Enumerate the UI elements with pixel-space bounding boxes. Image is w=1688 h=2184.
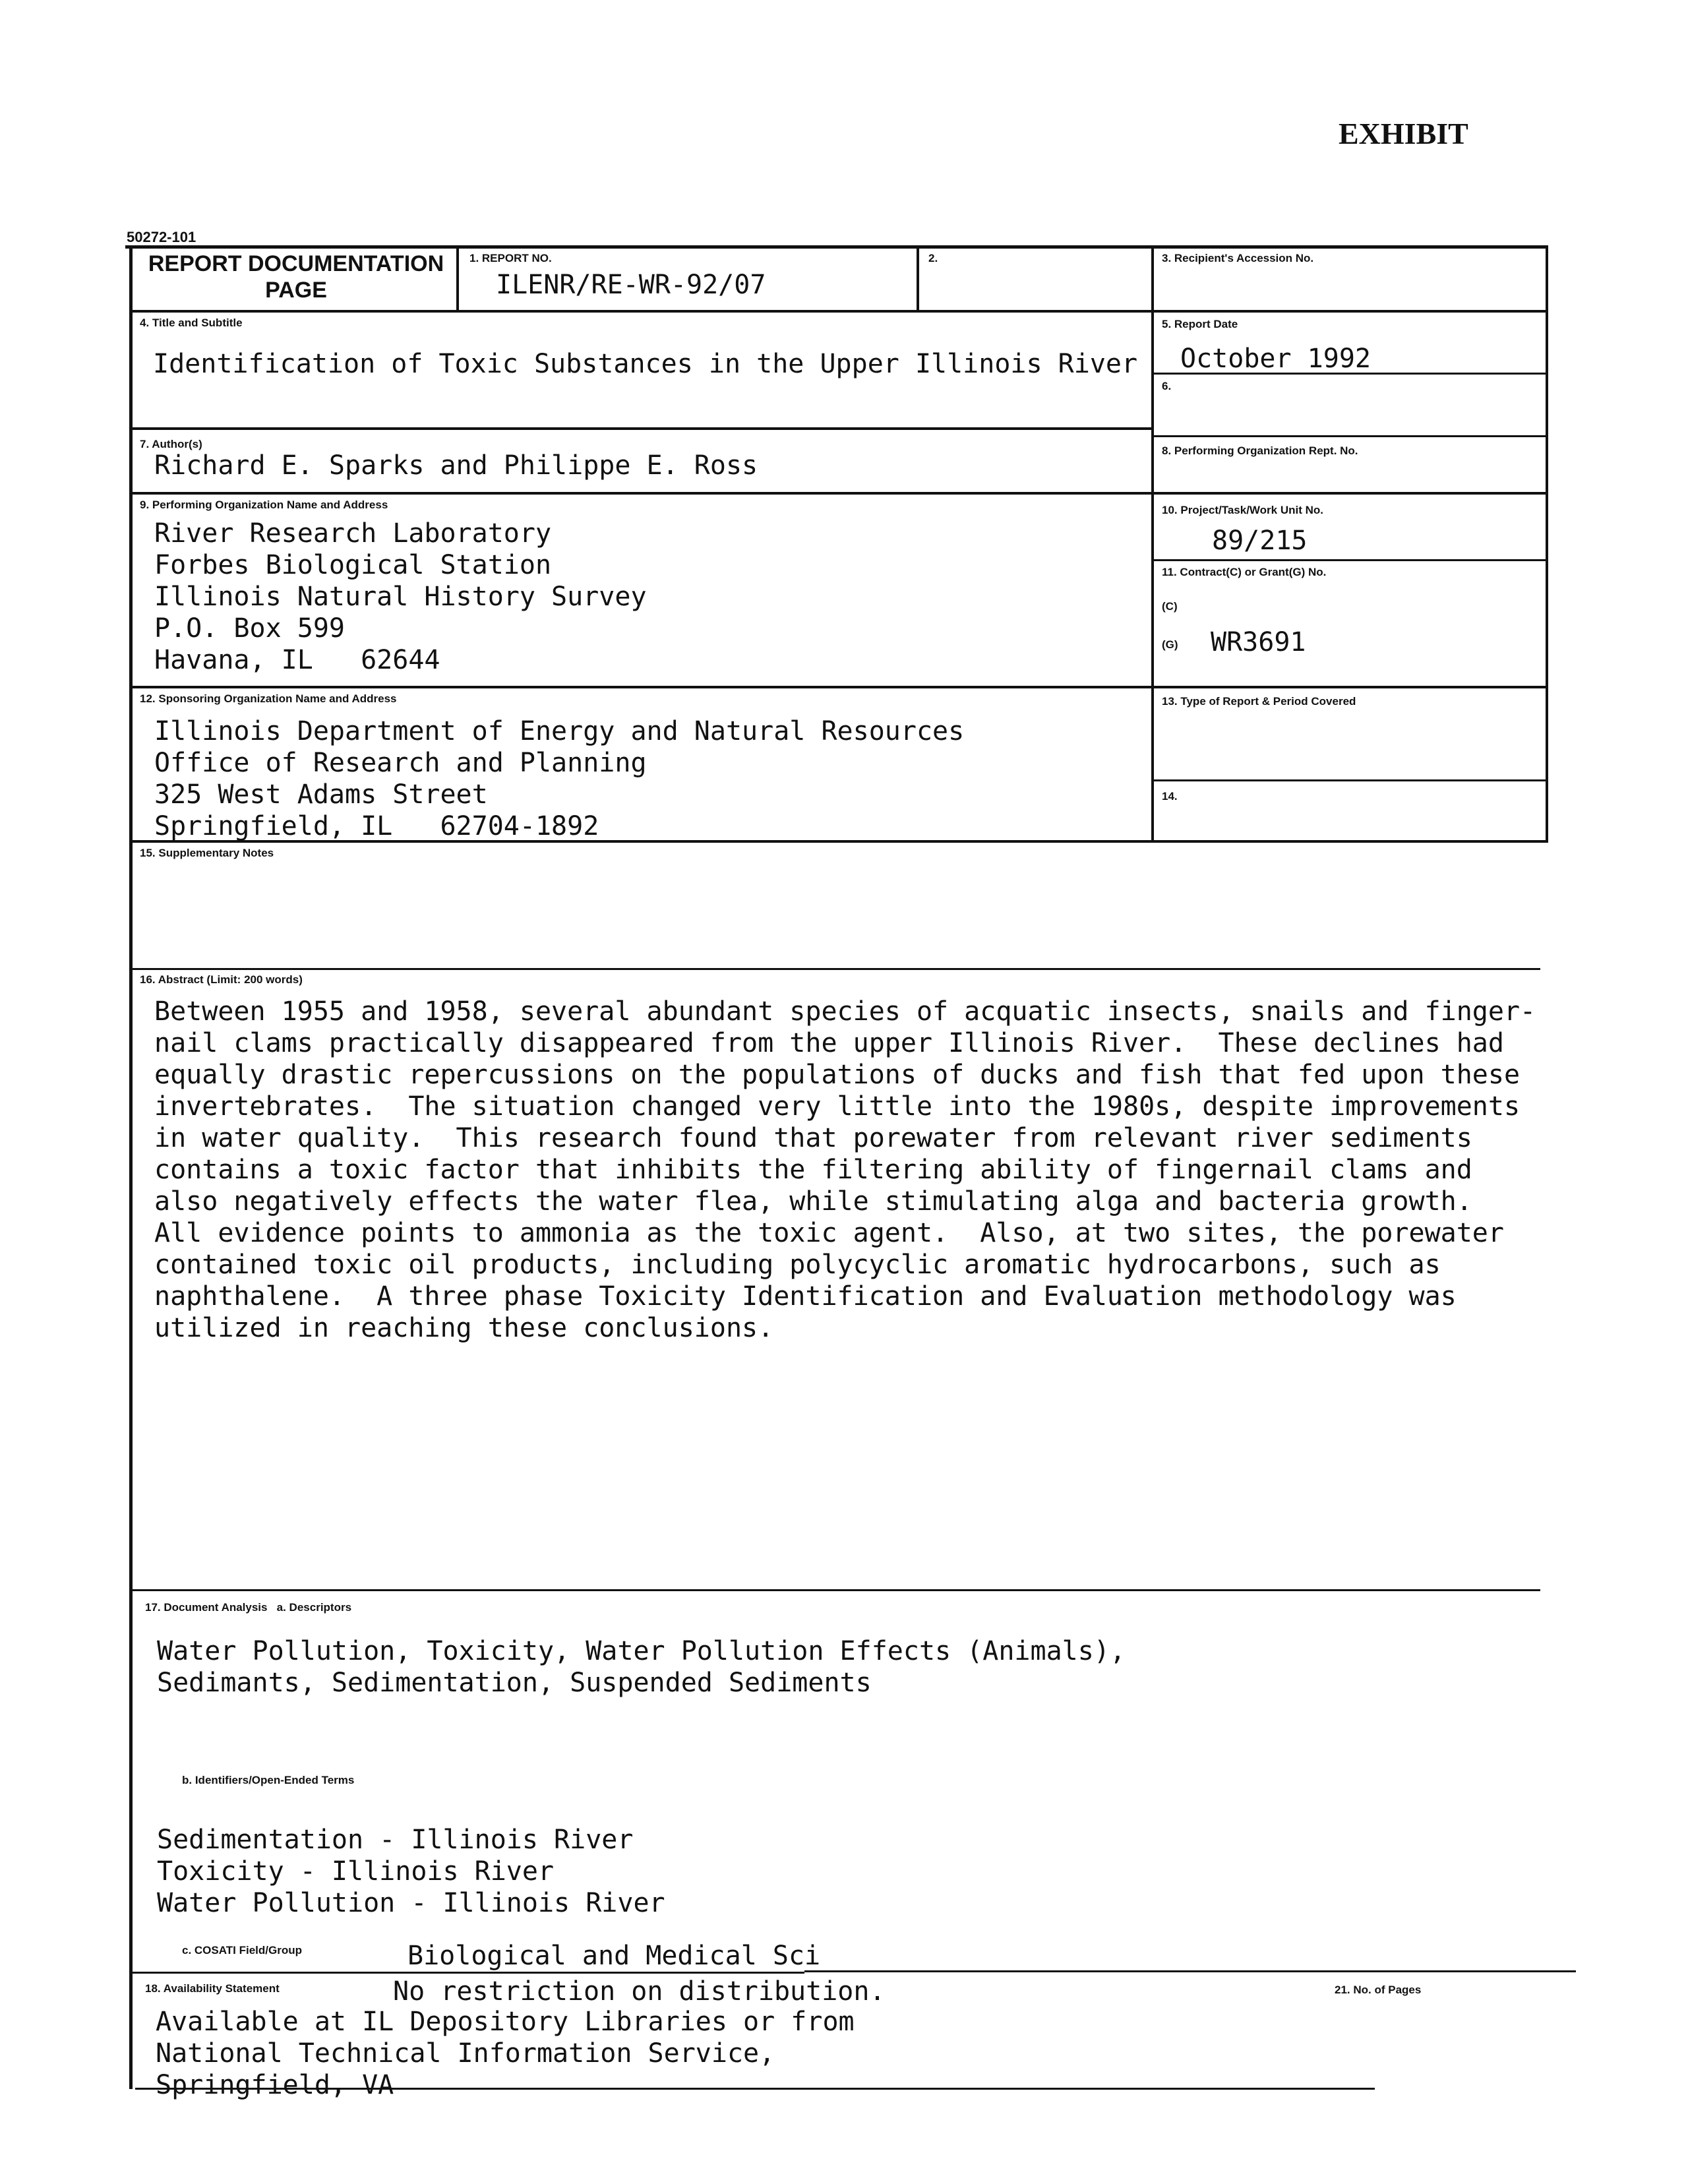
form-border-left xyxy=(129,245,133,2089)
abstract-line: contains a toxic factor that inhibits the filtering ability of fingernail clams and xyxy=(154,1155,1472,1185)
form-title-line2: PAGE xyxy=(265,278,327,303)
rule-after-header xyxy=(129,310,1548,313)
abstract-line: also negatively effects the water flea, while stimulating alga and bacteria growth. xyxy=(154,1186,1472,1217)
abstract-line: All evidence points to ammonia as the toxic agent. Also, at two sites, the porewater xyxy=(154,1218,1504,1248)
report-date-label: 5. Report Date xyxy=(1162,318,1238,330)
abstract-line: utilized in reaching these conclusions. xyxy=(154,1313,774,1343)
header-divider-2 xyxy=(917,245,919,311)
performing-org-line: Havana, IL 62644 xyxy=(154,645,440,675)
sponsoring-org-address xyxy=(154,715,964,842)
title-label: 4. Title and Subtitle xyxy=(140,317,243,329)
grant-no-value: WR3691 xyxy=(1211,627,1306,657)
performing-org-line: Illinois Natural History Survey xyxy=(154,582,647,612)
form-border-right xyxy=(1546,245,1548,841)
report-date-value: October 1992 xyxy=(1180,344,1371,374)
sponsoring-org-line: Springfield, IL 62704-1892 xyxy=(154,811,599,841)
abstract-line: invertebrates. The situation changed very little into the 1980s, despite improvements xyxy=(154,1091,1521,1122)
performing-org-address xyxy=(154,518,647,676)
contract-c-label: (C) xyxy=(1162,600,1178,613)
abstract-line: contained toxic oil products, including polycyclic aromatic hydrocarbons, such as xyxy=(154,1250,1441,1280)
report-type-label: 13. Type of Report & Period Covered xyxy=(1162,695,1356,708)
field-2-label: 2. xyxy=(928,252,938,264)
header-divider-1 xyxy=(456,245,459,311)
rule-report-type xyxy=(1154,779,1548,781)
authors-label: 7. Author(s) xyxy=(140,438,202,450)
rule-after-org xyxy=(129,686,1548,688)
descriptor-line: Water Pollution, Toxicity, Water Pollution Effects (Animals), xyxy=(157,1636,1126,1666)
abstract-label: 16. Abstract (Limit: 200 words) xyxy=(140,973,303,986)
availability-label: 18. Availability Statement xyxy=(145,1982,280,1995)
descriptors xyxy=(157,1635,1126,1699)
project-no-label: 10. Project/Task/Work Unit No. xyxy=(1162,504,1323,516)
abstract-line: in water quality. This research found that porewater from relevant river sediments xyxy=(154,1123,1472,1153)
project-no-value: 89/215 xyxy=(1212,526,1308,556)
sponsoring-org-line: Office of Research and Planning xyxy=(154,748,647,778)
availability-statement xyxy=(156,2006,855,2101)
identifiers xyxy=(157,1824,665,1919)
cosati-label: c. COSATI Field/Group xyxy=(182,1944,302,1957)
availability-line: Springfield, VA xyxy=(156,2070,394,2100)
sponsoring-org-label: 12. Sponsoring Organization Name and Address xyxy=(140,692,397,705)
right-column-divider xyxy=(1151,245,1154,841)
sponsoring-org-line: Illinois Department of Energy and Natural Resources xyxy=(154,716,965,746)
pages-label: 21. No. of Pages xyxy=(1335,1984,1422,1996)
rule-after-abstract xyxy=(129,1589,1540,1591)
supplementary-notes-label: 15. Supplementary Notes xyxy=(140,847,274,859)
rule-field-6 xyxy=(1154,435,1548,437)
rule-cosati xyxy=(804,1970,1576,1972)
rule-after-title xyxy=(129,427,1153,430)
contract-grant-label: 11. Contract(C) or Grant(G) No. xyxy=(1162,566,1327,578)
identifiers-label: b. Identifiers/Open-Ended Terms xyxy=(182,1774,355,1786)
cosati-value: Biological and Medical Sci xyxy=(407,1941,821,1971)
report-no-label: 1. REPORT NO. xyxy=(469,252,552,264)
form-title xyxy=(141,251,451,303)
form-border-top xyxy=(125,245,1548,249)
rule-after-authors xyxy=(129,492,1548,495)
performing-org-line: Forbes Biological Station xyxy=(154,550,552,580)
rule-after-analysis xyxy=(129,1972,804,1974)
performing-org-line: River Research Laboratory xyxy=(154,518,552,549)
abstract-line: nail clams practically disappeared from the upper Illinois River. These declines had xyxy=(154,1028,1504,1058)
abstract-line: Between 1955 and 1958, several abundant species of acquatic insects, snails and finger- xyxy=(154,996,1536,1027)
availability-line: Available at IL Depository Libraries or from xyxy=(156,2007,855,2037)
descriptor-line: Sedimants, Sedimentation, Suspended Sediments xyxy=(157,1668,872,1698)
grant-g-label: (G) xyxy=(1162,638,1178,651)
field-14-label: 14. xyxy=(1162,790,1178,803)
sponsoring-org-line: 325 West Adams Street xyxy=(154,779,488,810)
rule-after-supplementary xyxy=(129,968,1540,970)
performing-org-label: 9. Performing Organization Name and Address xyxy=(140,499,388,511)
report-no-value: ILENR/RE-WR-92/07 xyxy=(496,270,766,300)
field-6-label: 6. xyxy=(1162,380,1172,392)
form-number: 50272-101 xyxy=(127,229,196,245)
rule-project-no xyxy=(1154,559,1548,561)
recipient-accession-label: 3. Recipient's Accession No. xyxy=(1162,252,1314,264)
document-analysis-label: 17. Document Analysis a. Descriptors xyxy=(145,1601,352,1614)
abstract-line: equally drastic repercussions on the populations of ducks and fish that fed upon these xyxy=(154,1060,1521,1090)
exhibit-stamp: EXHIBIT xyxy=(1339,117,1468,150)
identifier-line: Water Pollution - Illinois River xyxy=(157,1888,665,1918)
performing-org-line: P.O. Box 599 xyxy=(154,613,345,644)
report-title: Identification of Toxic Substances in the Upper Illinois River xyxy=(153,349,1138,379)
abstract-line: naphthalene. A three phase Toxicity Identification and Evaluation methodology was xyxy=(154,1281,1457,1312)
abstract-text xyxy=(154,996,1536,1344)
availability-line: National Technical Information Service, xyxy=(156,2038,775,2069)
performing-rept-label: 8. Performing Organization Rept. No. xyxy=(1162,444,1358,457)
availability-first-line: No restriction on distribution. xyxy=(393,1976,886,2007)
authors-value: Richard E. Sparks and Philippe E. Ross xyxy=(154,450,758,481)
identifier-line: Sedimentation - Illinois River xyxy=(157,1825,634,1855)
identifier-line: Toxicity - Illinois River xyxy=(157,1856,555,1887)
form-title-line1: REPORT DOCUMENTATION xyxy=(148,251,444,276)
